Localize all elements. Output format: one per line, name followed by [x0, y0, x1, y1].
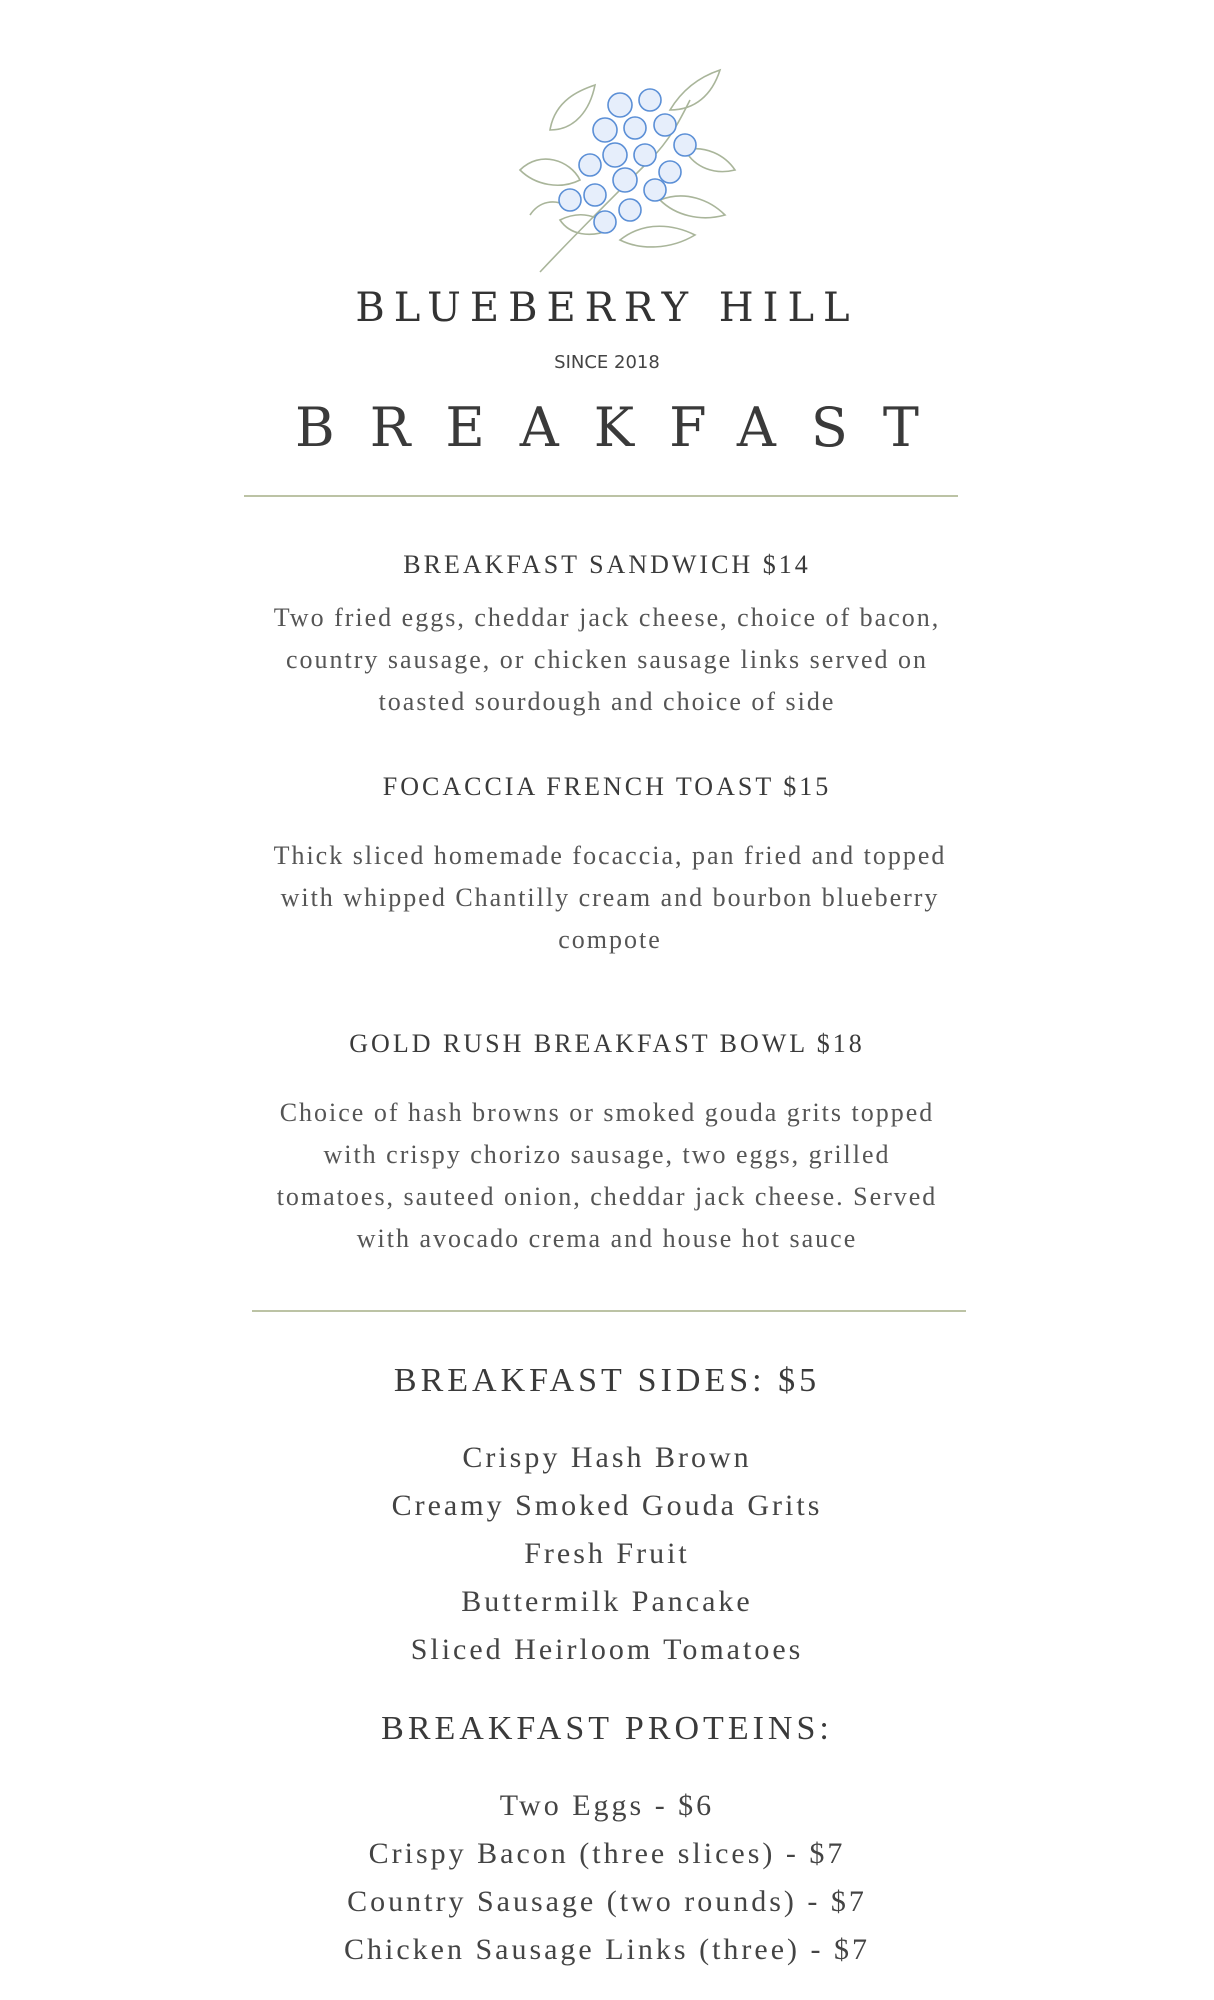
sides-list: [0, 1434, 1214, 1674]
menu-item-description: Choice of hash browns or smoked gouda grits topped with crispy chorizo sausage, two eggs, grilled tomatoes, sauteed onion, cheddar jack cheese. Served with avocado crema and house hot sauce: [276, 1098, 938, 1253]
divider-top: [244, 495, 958, 497]
menu-title: BREAKFAST: [295, 396, 954, 459]
protein-item: Two Eggs - $6: [499, 1789, 715, 1822]
proteins-list: [0, 1782, 1214, 1974]
side-item: Crispy Hash Brown: [462, 1441, 752, 1474]
menu-item-name: GOLD RUSH BREAKFAST BOWL $18: [349, 1029, 865, 1058]
menu-item-description: Thick sliced homemade focaccia, pan fried and topped with whipped Chantilly cream and bourbon blueberry compote: [273, 841, 947, 954]
since-tagline: SINCE 2018: [554, 352, 660, 373]
proteins-heading: BREAKFAST PROTEINS:: [381, 1710, 833, 1747]
sides-heading: BREAKFAST SIDES: $5: [393, 1362, 821, 1399]
side-item: Buttermilk Pancake: [461, 1585, 753, 1618]
side-item: Sliced Heirloom Tomatoes: [410, 1633, 804, 1666]
protein-item: Country Sausage (two rounds) - $7: [347, 1885, 867, 1918]
blueberry-branch-illustration: [500, 50, 740, 275]
menu-item-description: Two fried eggs, cheddar jack cheese, choice of bacon, country sausage, or chicken sausage links served on toasted sourdough and choice of side: [273, 603, 941, 716]
divider-middle: [252, 1310, 966, 1312]
protein-item: Crispy Bacon (three slices) - $7: [368, 1837, 846, 1870]
side-item: Creamy Smoked Gouda Grits: [391, 1489, 823, 1522]
menu-item-name: FOCACCIA FRENCH TOAST $15: [382, 772, 832, 801]
restaurant-name: BLUEBERRY HILL: [355, 285, 859, 331]
side-item: Fresh Fruit: [524, 1537, 690, 1570]
protein-item: Chicken Sausage Links (three) - $7: [343, 1933, 871, 1966]
menu-item-name: BREAKFAST SANDWICH $14: [403, 550, 811, 579]
